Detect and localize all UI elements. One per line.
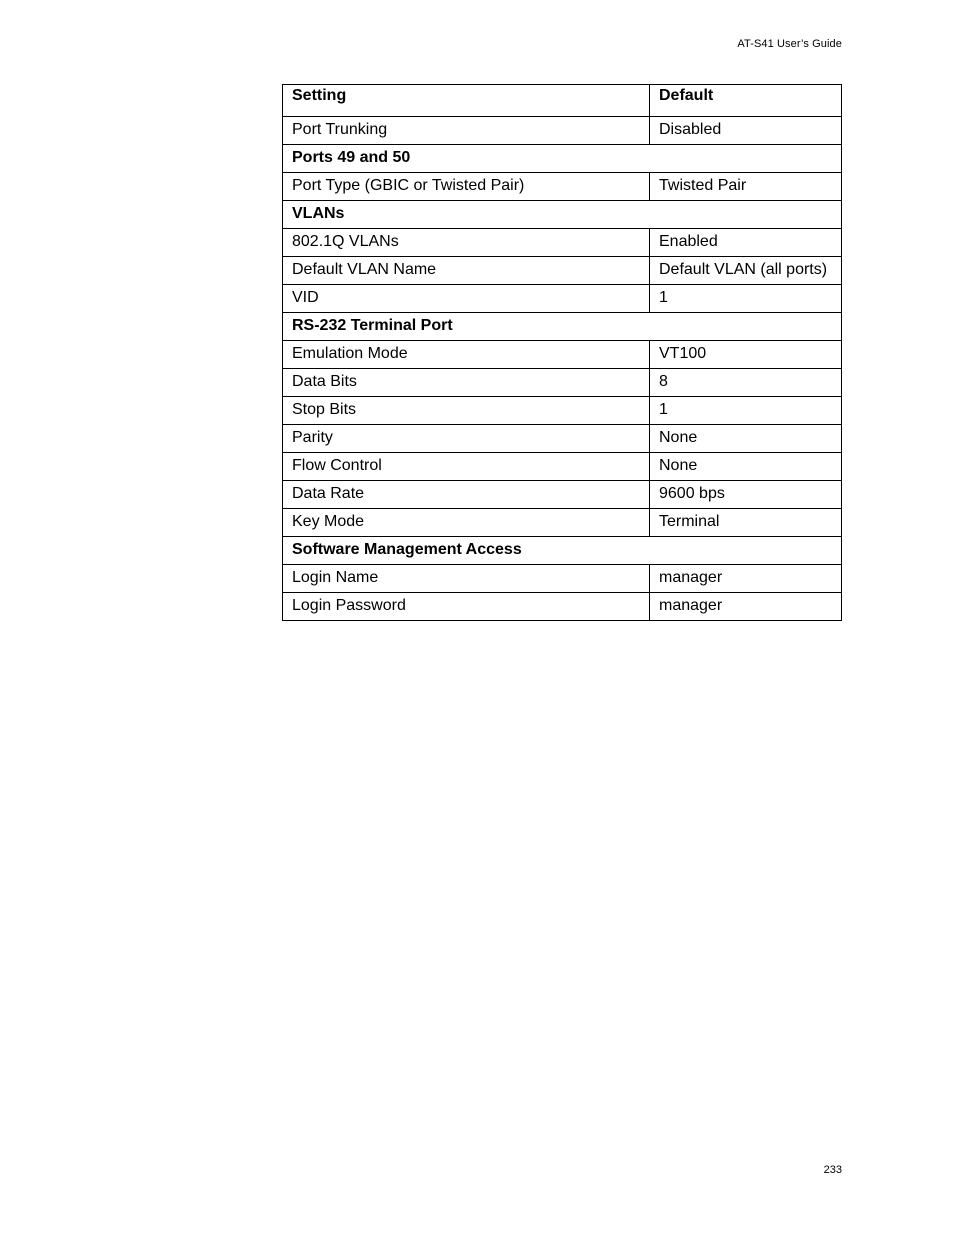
table-row (283, 173, 842, 201)
table-row (283, 509, 842, 537)
table-row (283, 229, 842, 257)
default-cell: None (650, 425, 842, 453)
table-row (283, 285, 842, 313)
table-header-row (283, 85, 842, 114)
default-cell: Default VLAN (all ports) (650, 257, 842, 285)
table-row (283, 257, 842, 285)
table-body (283, 113, 842, 621)
setting-cell: Parity (283, 425, 650, 453)
table-row (283, 369, 842, 397)
default-cell: manager (650, 593, 842, 621)
column-header-default: Default (650, 85, 842, 114)
section-row (283, 145, 842, 173)
setting-cell: Default VLAN Name (283, 257, 650, 285)
default-cell: 1 (650, 397, 842, 425)
setting-cell: VID (283, 285, 650, 313)
setting-cell: Port Trunking (283, 117, 650, 145)
default-cell: Twisted Pair (650, 173, 842, 201)
setting-cell: Data Rate (283, 481, 650, 509)
setting-cell: Emulation Mode (283, 341, 650, 369)
table-row (283, 565, 842, 593)
section-row (283, 201, 842, 229)
running-header: AT-S41 User’s Guide (737, 38, 842, 50)
setting-cell: Stop Bits (283, 397, 650, 425)
setting-cell: Login Password (283, 593, 650, 621)
default-cell: 9600 bps (650, 481, 842, 509)
table-row (283, 593, 842, 621)
table-row (283, 425, 842, 453)
setting-cell: Login Name (283, 565, 650, 593)
default-cell: 8 (650, 369, 842, 397)
default-settings-table (282, 84, 842, 621)
default-cell: Terminal (650, 509, 842, 537)
table-row (283, 481, 842, 509)
default-cell: Disabled (650, 117, 842, 145)
setting-cell: Port Type (GBIC or Twisted Pair) (283, 173, 650, 201)
default-cell: Enabled (650, 229, 842, 257)
section-title: RS-232 Terminal Port (283, 313, 842, 341)
column-header-setting: Setting (283, 85, 650, 114)
table-row (283, 453, 842, 481)
default-cell: VT100 (650, 341, 842, 369)
default-cell: None (650, 453, 842, 481)
setting-cell: 802.1Q VLANs (283, 229, 650, 257)
table-row (283, 341, 842, 369)
section-title: Ports 49 and 50 (283, 145, 842, 173)
table-row (283, 117, 842, 145)
setting-cell: Data Bits (283, 369, 650, 397)
default-cell: 1 (650, 285, 842, 313)
default-cell: manager (650, 565, 842, 593)
section-row (283, 313, 842, 341)
setting-cell: Flow Control (283, 453, 650, 481)
setting-cell: Key Mode (283, 509, 650, 537)
table-row (283, 397, 842, 425)
section-row (283, 537, 842, 565)
section-title: VLANs (283, 201, 842, 229)
section-title: Software Management Access (283, 537, 842, 565)
page-number: 233 (823, 1164, 842, 1176)
